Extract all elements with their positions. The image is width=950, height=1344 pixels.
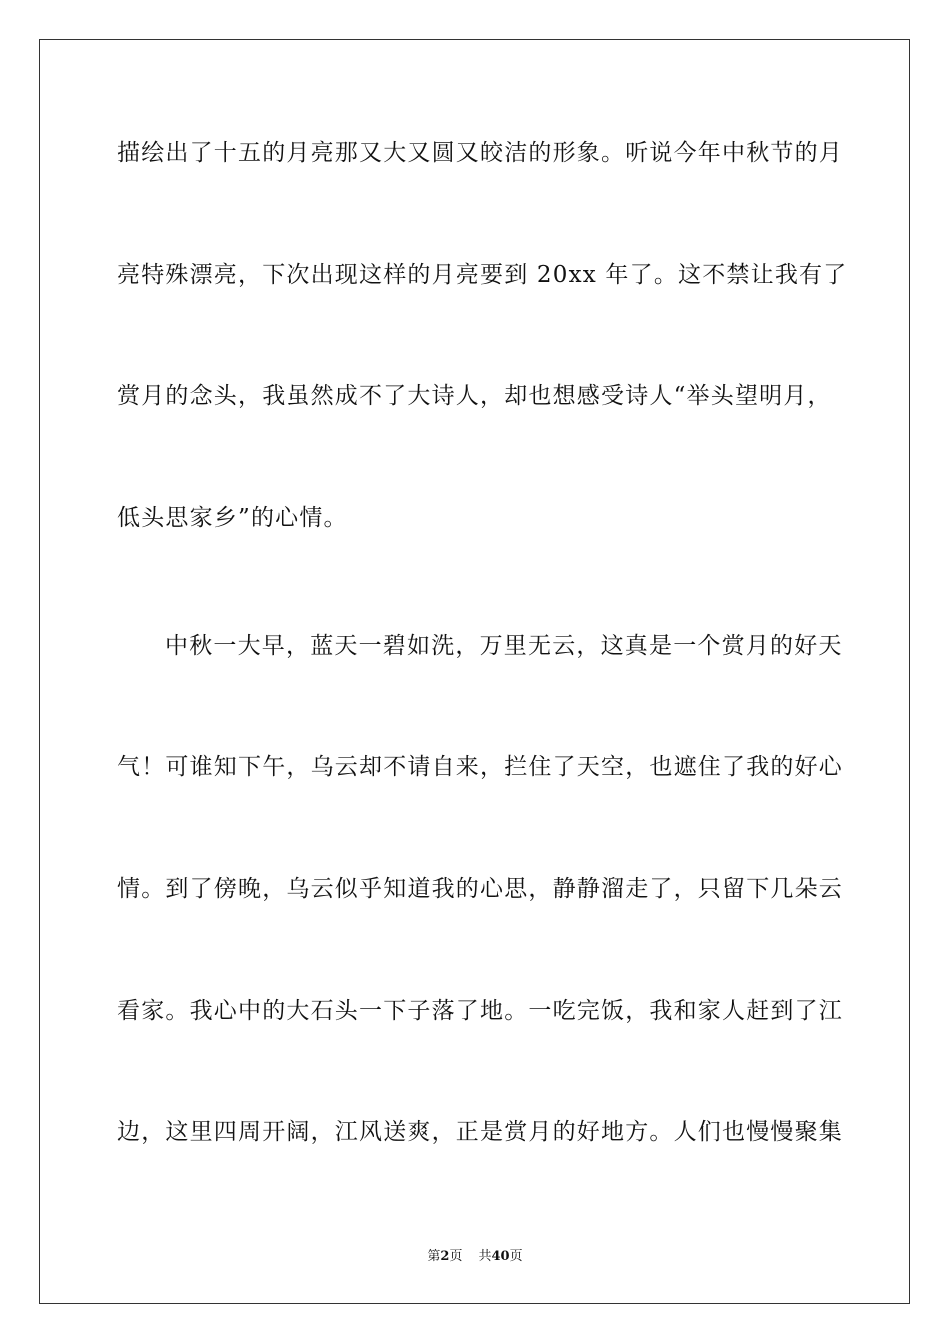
text-line-8: 看家。我心中的大石头一下子落了地。一吃完饭，我和家人赶到了江 — [117, 998, 843, 1024]
text-line-3: 赏月的念头，我虽然成不了大诗人，却也想感受诗人“举头望明月， — [117, 383, 832, 409]
page-current: 2 — [440, 1249, 450, 1264]
text-line-4: 低头思家乡”的心情。 — [117, 505, 348, 531]
page-footer — [0, 1248, 950, 1266]
total-prefix: 共 — [478, 1249, 492, 1264]
page-prefix: 第 — [427, 1249, 441, 1264]
text-line-2: 亮特殊漂亮，下次出现这样的月亮要到 20xx 年了。这不禁让我有了 — [117, 262, 848, 288]
page-frame — [39, 39, 910, 1304]
page-total: 40 — [491, 1249, 510, 1264]
text-line-5-paragraph-start: 中秋一大早，蓝天一碧如洗，万里无云，这真是一个赏月的好天 — [165, 633, 843, 659]
page-suffix: 页 — [449, 1249, 463, 1264]
text-line-1: 描绘出了十五的月亮那又大又圆又皎洁的形象。听说今年中秋节的月 — [117, 140, 843, 166]
text-line-7: 情。到了傍晚，乌云似乎知道我的心思，静静溜走了，只留下几朵云 — [117, 876, 843, 902]
text-line-6: 气！可谁知下午，乌云却不请自来，拦住了天空，也遮住了我的好心 — [117, 754, 843, 780]
total-suffix: 页 — [509, 1249, 523, 1264]
text-line-9: 边，这里四周开阔，江风送爽，正是赏月的好地方。人们也慢慢聚集 — [117, 1119, 843, 1145]
